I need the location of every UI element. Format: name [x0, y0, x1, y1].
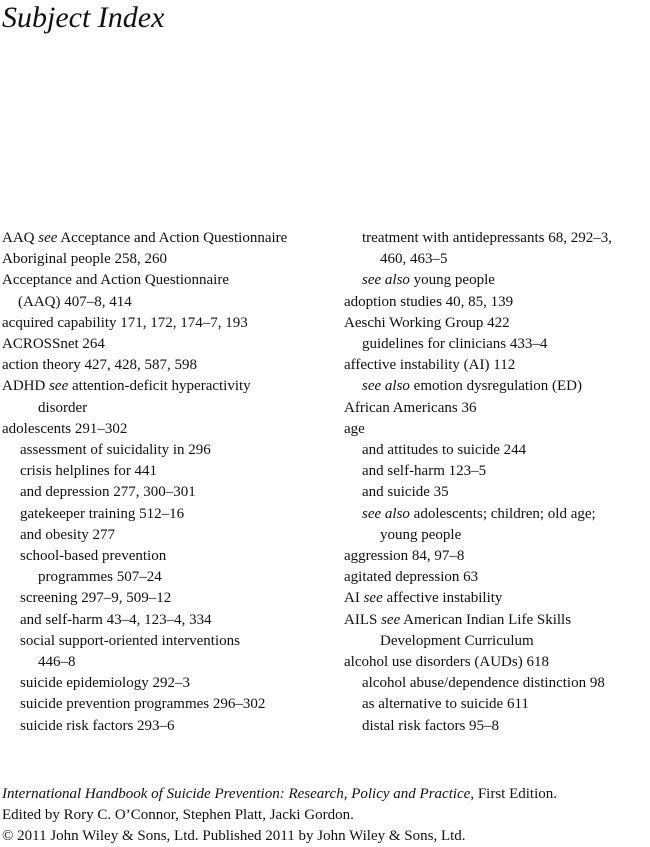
see-reference-target: attention-deficit hyperactivity [68, 378, 251, 395]
index-entry [344, 313, 650, 334]
entry-text: and suicide 35 [362, 484, 449, 501]
index-entry [344, 249, 650, 270]
entry-text: ACROSSnet 264 [2, 336, 105, 353]
entry-text: agitated depression 63 [344, 569, 479, 586]
index-entry [2, 355, 342, 376]
index-entry [344, 610, 650, 631]
index-entry [2, 270, 342, 291]
see-reference-marker: see [381, 611, 401, 628]
entry-text: ADHD [2, 378, 50, 395]
index-entry [2, 249, 342, 270]
entry-text: AI [344, 590, 364, 607]
index-column-left [2, 228, 342, 737]
entry-text: social support-oriented interventions [20, 632, 240, 649]
index-entry [2, 631, 342, 652]
footer-book-title: International Handbook of Suicide Prevention: Research, Policy and Practice [2, 786, 471, 802]
entry-text: Aeschi Working Group 422 [344, 314, 510, 331]
index-entry [2, 398, 342, 419]
entry-text: school-based prevention [20, 548, 167, 565]
index-entry [2, 313, 342, 334]
entry-text: African Americans 36 [344, 399, 477, 416]
entry-text: suicide risk factors 293–6 [20, 717, 175, 734]
index-column-right [344, 228, 650, 737]
index-entry [344, 419, 650, 440]
see-reference-target: affective instability [382, 590, 503, 607]
entry-text: 446–8 [38, 654, 76, 671]
index-entry [2, 334, 342, 355]
entry-text: suicide epidemiology 292–3 [20, 675, 190, 692]
index-entry [344, 525, 650, 546]
see-reference-marker: see also [362, 505, 410, 522]
index-entry [2, 525, 342, 546]
index-entry [344, 546, 650, 567]
entry-text: (AAQ) 407–8, 414 [18, 293, 132, 310]
entry-text: adolescents 291–302 [2, 420, 128, 437]
entry-text: age [344, 420, 365, 437]
index-entry [344, 694, 650, 715]
index-entry [2, 673, 342, 694]
entry-text: crisis helplines for 441 [20, 463, 158, 480]
entry-text: and self-harm 123–5 [362, 463, 487, 480]
see-reference-marker: see [49, 378, 69, 395]
index-entry [344, 567, 650, 588]
entry-text: assessment of suicidality in 296 [20, 442, 211, 459]
entry-text: AILS [344, 611, 382, 628]
index-entry [344, 716, 650, 737]
index-entry [2, 461, 342, 482]
index-entry [344, 504, 650, 525]
index-entry [2, 588, 342, 609]
entry-text: screening 297–9, 509–12 [20, 590, 172, 607]
entry-text: acquired capability 171, 172, 174–7, 193 [2, 314, 248, 331]
index-entry [2, 652, 342, 673]
index-entry [344, 376, 650, 397]
entry-text: disorder [38, 399, 88, 416]
index-entry [2, 610, 342, 631]
entry-text: young people [380, 526, 462, 543]
entry-text: and attitudes to suicide 244 [362, 442, 527, 459]
entry-text: alcohol abuse/dependence distinction 98 [362, 675, 605, 692]
entry-text: Acceptance and Action Questionnaire [2, 272, 229, 289]
copyright-footer [2, 784, 557, 847]
entry-text: treatment with antidepressants 68, 292–3, [362, 230, 612, 246]
footer-editors: Edited by Rory C. O’Connor, Stephen Platt, Jacki Gordon. [2, 807, 354, 823]
index-entry [344, 228, 650, 249]
see-reference-target: young people [409, 272, 495, 289]
index-entry [2, 440, 342, 461]
index-entry [344, 461, 650, 482]
entry-text: gatekeeper training 512–16 [20, 505, 185, 522]
index-entry [2, 482, 342, 503]
see-reference-marker: see [363, 590, 383, 607]
index-entry [344, 398, 650, 419]
footer-book-line [2, 784, 557, 805]
see-reference-marker: see also [362, 378, 410, 395]
index-entry [2, 546, 342, 567]
entry-text: guidelines for clinicians 433–4 [362, 336, 548, 353]
index-entry [2, 567, 342, 588]
entry-text: Aboriginal people 258, 260 [2, 251, 167, 268]
see-reference-target: adolescents; children; old age; [409, 505, 596, 522]
index-entry [2, 376, 342, 397]
entry-text: adoption studies 40, 85, 139 [344, 293, 514, 310]
index-entry [344, 588, 650, 609]
see-reference-marker: see [38, 230, 58, 246]
entry-text: and self-harm 43–4, 123–4, 334 [20, 611, 212, 628]
entry-text: programmes 507–24 [38, 569, 162, 586]
index-entry [344, 440, 650, 461]
entry-text: Development Curriculum [380, 632, 534, 649]
entry-text: and obesity 277 [20, 526, 115, 543]
index-entry [344, 631, 650, 652]
see-reference-target: Acceptance and Action Questionnaire [57, 230, 288, 246]
entry-text: affective instability (AI) 112 [344, 357, 516, 374]
index-entry [344, 482, 650, 503]
entry-text: AAQ [2, 230, 39, 246]
index-entry [344, 270, 650, 291]
see-reference-target: American Indian Life Skills [400, 611, 572, 628]
entry-text: and depression 277, 300–301 [20, 484, 196, 501]
see-reference-marker: see also [362, 272, 410, 289]
footer-copyright: © 2011 John Wiley & Sons, Ltd. Published 2011 by John Wiley & Sons, Ltd. [2, 828, 466, 844]
index-entry [2, 716, 342, 737]
see-reference-target: emotion dysregulation (ED) [409, 378, 582, 395]
entry-text: as alternative to suicide 611 [362, 696, 529, 713]
entry-text: distal risk factors 95–8 [362, 717, 500, 734]
index-entry [2, 228, 342, 249]
index-entry [344, 292, 650, 313]
page-title: Subject Index [2, 1, 165, 34]
entry-text: 460, 463–5 [380, 251, 448, 268]
index-entry [344, 652, 650, 673]
entry-text: alcohol use disorders (AUDs) 618 [344, 654, 549, 671]
index-entry [344, 334, 650, 355]
entry-text: action theory 427, 428, 587, 598 [2, 357, 197, 374]
index-entry [2, 292, 342, 313]
entry-text: aggression 84, 97–8 [344, 548, 465, 565]
index-entry [2, 419, 342, 440]
index-entry [2, 504, 342, 525]
footer-edition: , First Edition. [470, 786, 558, 802]
index-entry [2, 694, 342, 715]
index-entry [344, 355, 650, 376]
index-entry [344, 673, 650, 694]
entry-text: suicide prevention programmes 296–302 [20, 696, 266, 713]
